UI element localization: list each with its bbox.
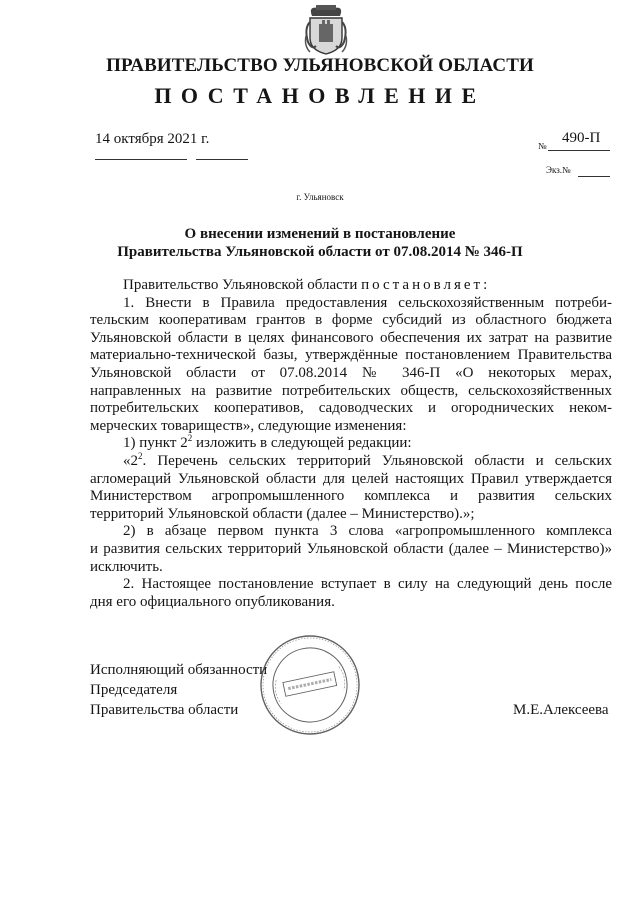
document-date: 14 октября 2021 г. — [95, 131, 210, 147]
quote-line: территорий Ульяновской области (далее – Министерство).»; — [90, 505, 475, 522]
number-underline — [548, 150, 610, 151]
item-2-line: и развития сельских территорий Ульяновской области (далее – Министерство)» — [90, 540, 612, 557]
heading-line-1: О внесении изменений в постановление — [184, 226, 456, 242]
quote-line: агломераций Ульяновской области для целей настоящих Правил утверждается — [90, 470, 612, 487]
intro-verb: постановляет: — [361, 277, 491, 293]
position-line: Правительства области — [90, 702, 239, 718]
item-2-line: исключить. — [90, 558, 163, 575]
position-line: Председателя — [90, 682, 178, 698]
item-1-text-b: изложить в следующей редакции: — [192, 435, 412, 452]
date-underline-2 — [196, 159, 248, 160]
paragraph-2-line: 2. Настоящее постановление вступает в силу на следующий день после — [123, 576, 612, 593]
paragraph-1-line: материально-технической базы, утверждённые постановлением Правительства — [90, 347, 612, 364]
date-underline — [95, 159, 187, 160]
paragraph-1-line: мерческих товариществ», следующие изменения: — [90, 417, 407, 434]
document-body — [90, 277, 612, 611]
quote-start: «2 — [123, 452, 138, 469]
item-1-line — [90, 435, 612, 453]
signatory-position — [90, 660, 267, 720]
number-label: № — [538, 141, 547, 151]
paragraph-1-line: потребительских кооперативов, садоводческих и огороднических неком- — [90, 400, 612, 417]
paragraph-1-line: Ульяновской области в целях финансового обеспечения их затрат на развитие — [90, 329, 612, 346]
paragraph-1-line: тельским кооперативам грантов в форме субсидий из областного бюджета — [90, 312, 612, 329]
paragraph-1-line: 1. Внести в Правила предоставления сельскохозяйственным потреби- — [123, 294, 612, 311]
quote-line: Министерством агропромышленного комплекса и развития сельских — [90, 488, 612, 505]
heading-line-2: Правительства Ульяновской области от 07.08.2014 № 346-П — [117, 244, 523, 260]
paragraph-1-line: Ульяновской области от 07.08.2014 № 346-П «О некоторых мерах, — [90, 364, 612, 381]
copy-underline — [578, 176, 610, 177]
city-name: г. Ульяновск — [296, 192, 344, 202]
quote-superscript: 2 — [138, 450, 143, 461]
paragraph-1-line: направленных на развитие потребительских обществ, сельскохозяйственных — [90, 382, 612, 399]
coat-of-arms-emblem — [302, 2, 350, 56]
quote-line — [90, 450, 612, 471]
copy-number-label: Экз.№ — [546, 165, 571, 175]
quote-first-rest: . Перечень сельских территорий Ульяновской области и сельских — [142, 452, 612, 469]
item-1-superscript: 2 — [187, 433, 193, 444]
intro-paragraph — [90, 277, 612, 295]
document-type-title: ПОСТАНОВЛЕНИЕ — [154, 83, 486, 108]
document-number: 490-П — [562, 130, 601, 146]
item-2-line: 2) в абзаце первом пункта 3 слова «агропромышленного комплекса — [123, 523, 612, 540]
item-1-text-a: 1) пункт 2 — [123, 435, 188, 452]
intro-text: Правительство Ульяновской области — [123, 277, 362, 293]
position-line: Исполняющий обязанности — [90, 662, 268, 678]
signatory-name: М.Е.Алексеева — [513, 702, 609, 718]
organization-name: ПРАВИТЕЛЬСТВО УЛЬЯНОВСКОЙ ОБЛАСТИ — [106, 55, 534, 76]
document-heading — [0, 225, 640, 261]
paragraph-2-line: дня его официального опубликования. — [90, 593, 335, 610]
official-seal-stamp — [258, 633, 362, 737]
